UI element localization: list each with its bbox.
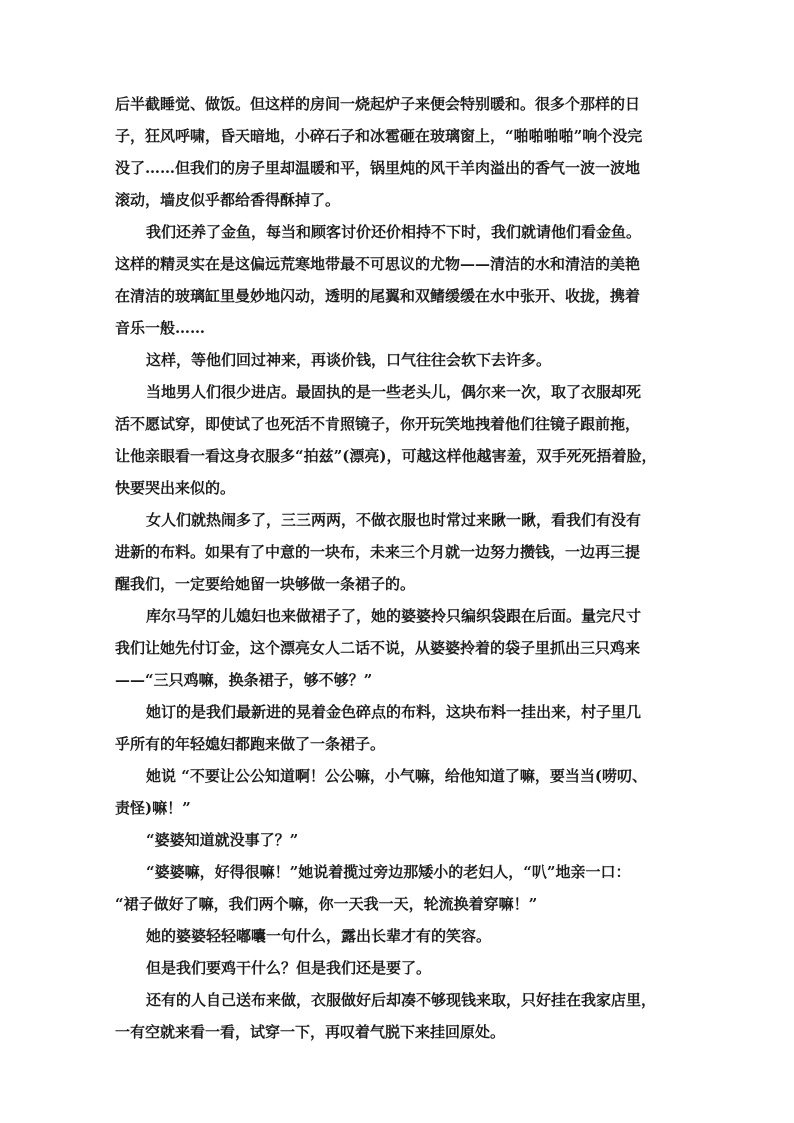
text-line: 滚动，墙皮似乎都给香得酥掉了。 xyxy=(115,191,341,209)
text-line: 快要哭出来似的。 xyxy=(115,479,236,497)
text-line: 在清洁的玻璃缸里曼妙地闪动，透明的尾翼和双鳍缓缓在水中张开、收拢，携着 xyxy=(115,287,641,305)
paragraph-start: “婆婆知道就没事了？” xyxy=(146,831,299,849)
text-line: ——“三只鸡嘛，换条裙子，够不够？” xyxy=(115,671,373,689)
text-line: 让他亲眼看一看这身衣服多“拍兹”(漂亮)，可越这样他越害羞，双手死死捂着脸， xyxy=(115,447,657,465)
text-line: 子，狂风呼啸，昏天暗地，小碎石子和冰雹砸在玻璃窗上，“啪啪啪啪”响个没完 xyxy=(115,127,643,145)
text-line: 乎所有的年轻媳妇都跑来做了一条裙子。 xyxy=(115,735,386,753)
text-line: 进新的布料。如果有了中意的一块布，未来三个月就一边努力攒钱，一边再三提 xyxy=(115,543,641,561)
paragraph-start: 还有的人自己送布来做，衣服做好后却凑不够现钱来取，只好挂在我家店里， xyxy=(146,991,657,1009)
paragraph-start: “婆婆嘛，好得很嘛！”她说着揽过旁边那矮小的老妇人，“叭”地亲一口： xyxy=(146,863,631,881)
text-line: 后半截睡觉、做饭。但这样的房间一烧起炉子来便会特别暖和。很多个那样的日 xyxy=(115,95,641,113)
paragraph-start: 女人们就热闹多了，三三两两，不做衣服也时常过来瞅一瞅，看我们有没有 xyxy=(146,511,642,529)
paragraph-start: 当地男人们很少进店。最固执的是一些老头儿，偶尔来一次，取了衣服却死 xyxy=(146,383,642,401)
text-line: 音乐一般…… xyxy=(115,319,206,337)
paragraph-start: 但是我们要鸡干什么？但是我们还是要了。 xyxy=(146,959,432,977)
paragraph-start: 这样，等他们回过神来，再谈价钱，口气往往会软下去许多。 xyxy=(146,351,552,369)
paragraph-start: 她订的是我们最新进的晃着金色碎点的布料，这块布料一挂出来，村子里几 xyxy=(146,703,642,721)
paragraph-start: 她的婆婆轻轻嘟囔一句什么，露出长辈才有的笑容。 xyxy=(146,927,492,945)
paragraph-start: 库尔马罕的儿媳妇也来做裙子了，她的婆婆拎只编织袋跟在后面。量完尺寸 xyxy=(146,607,642,625)
text-line: 这样的精灵实在是这偏远荒寒地带最不可思议的尤物——清洁的水和清洁的美艳 xyxy=(115,255,641,273)
text-line: “裙子做好了嘛，我们两个嘛，你一天我一天，轮流换着穿嘛！” xyxy=(115,895,538,913)
paragraph-start: 我们还养了金鱼，每当和顾客讨价还价相持不下时，我们就请他们看金鱼。 xyxy=(146,223,642,241)
paragraph-start: 她说 “不要让公公知道啊！公公嘛，小气嘛，给他知道了嘛，要当当(唠叨、 xyxy=(146,767,647,785)
text-line: 一有空就来看一看，试穿一下，再叹着气脱下来挂回原处。 xyxy=(115,1023,506,1041)
text-line: 我们让她先付订金，这个漂亮女人二话不说，从婆婆拎着的袋子里抓出三只鸡来 xyxy=(115,639,641,657)
text-line: 责怪)嘛！” xyxy=(115,799,191,817)
text-line: 醒我们，一定要给她留一块够做一条裙子的。 xyxy=(115,575,416,593)
text-line: 活不愿试穿，即使试了也死活不肯照镜子，你开玩笑地拽着他们往镜子跟前拖， xyxy=(115,415,641,433)
text-line: 没了……但我们的房子里却温暖和平，锅里炖的风干羊肉溢出的香气一波一波地 xyxy=(115,159,641,177)
